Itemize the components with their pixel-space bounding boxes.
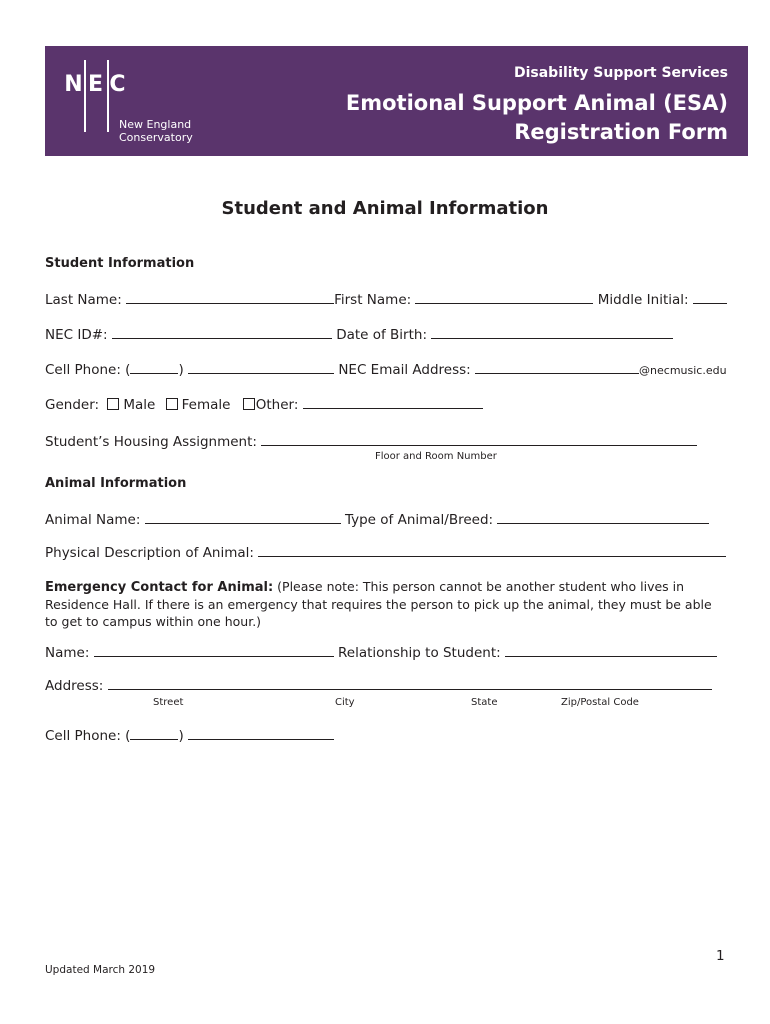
animal-description-label: Physical Description of Animal: — [45, 545, 254, 561]
emergency-name-field[interactable] — [94, 643, 334, 657]
page-number: 1 — [716, 948, 725, 964]
logo-wordmark — [119, 118, 193, 144]
student-info-heading: Student Information — [45, 256, 195, 271]
first-name-field[interactable] — [415, 290, 593, 304]
gender-male-checkbox[interactable] — [107, 398, 119, 410]
email-field[interactable] — [475, 360, 639, 374]
emergency-heading: Emergency Contact for Animal: — [45, 580, 274, 595]
middle-initial-field[interactable] — [693, 290, 727, 304]
gender-female-label: Female — [181, 397, 231, 413]
address-field[interactable] — [108, 676, 712, 690]
emergency-cell-field[interactable] — [188, 726, 334, 740]
nec-logo — [63, 72, 129, 97]
address-city-hint: City — [335, 697, 355, 708]
nec-id-label: NEC ID#: — [45, 327, 108, 343]
header-banner — [45, 46, 748, 156]
animal-description-row — [45, 543, 726, 561]
gender-female-checkbox[interactable] — [166, 398, 178, 410]
logo-divider-left — [84, 60, 86, 132]
student-id-row — [45, 325, 673, 343]
gender-male-label: Male — [123, 397, 156, 413]
relationship-label: Relationship to Student: — [337, 645, 501, 661]
section-title: Student and Animal Information — [221, 198, 549, 219]
dob-label: Date of Birth: — [336, 327, 428, 343]
animal-type-label: Type of Animal/Breed: — [344, 512, 494, 528]
animal-type-field[interactable] — [497, 510, 709, 524]
middle-initial-label: Middle Initial: — [597, 292, 689, 308]
cell-phone-label: Cell Phone: ( — [45, 362, 131, 378]
gender-other-label: Other: — [255, 397, 299, 413]
housing-row — [45, 432, 697, 450]
form-title — [346, 89, 728, 147]
cell-phone-paren: ) — [178, 362, 184, 378]
animal-description-field[interactable] — [258, 543, 726, 557]
animal-name-row — [45, 510, 709, 528]
housing-hint: Floor and Room Number — [375, 451, 497, 462]
cell-phone-field[interactable] — [188, 360, 334, 374]
emergency-cell-paren: ) — [178, 728, 184, 744]
student-name-row — [45, 290, 727, 308]
logo-line-1: New England — [119, 118, 192, 131]
relationship-field[interactable] — [505, 643, 717, 657]
last-name-label: Last Name: — [45, 292, 122, 308]
housing-field[interactable] — [261, 432, 697, 446]
last-name-field[interactable] — [126, 290, 334, 304]
gender-row — [45, 395, 483, 413]
email-label: NEC Email Address: — [338, 362, 471, 378]
emergency-name-label: Name: — [45, 645, 90, 661]
emergency-cell-label: Cell Phone: ( — [45, 728, 131, 744]
address-state-hint: State — [471, 697, 498, 708]
emergency-address-row — [45, 676, 712, 694]
emergency-phone-row — [45, 726, 334, 744]
gender-other-field[interactable] — [303, 395, 483, 409]
email-suffix: @necmusic.edu — [639, 364, 727, 377]
cell-area-code-field[interactable] — [130, 360, 178, 374]
emergency-note-paragraph — [45, 578, 725, 630]
gender-other-checkbox[interactable] — [243, 398, 255, 410]
emergency-name-row — [45, 643, 717, 661]
gender-label: Gender: — [45, 397, 100, 413]
student-contact-row — [45, 360, 727, 378]
form-title-line-1: Emotional Support Animal (ESA) — [345, 91, 728, 115]
emergency-note: (Please note: This person cannot be another student who lives in Residence Hall. If there is an emergency that requires the person to pick up the animal, they must be able to get to campus within one hour.) — [45, 579, 712, 629]
address-zip-hint: Zip/Postal Code — [561, 697, 639, 708]
dob-field[interactable] — [431, 325, 673, 339]
logo-divider-right — [107, 60, 109, 132]
logo-letter-c: C — [109, 72, 127, 97]
emergency-area-code-field[interactable] — [130, 726, 178, 740]
animal-name-field[interactable] — [145, 510, 341, 524]
form-title-line-2: Registration Form — [514, 120, 728, 144]
updated-date: Updated March 2019 — [45, 964, 156, 976]
nec-id-field[interactable] — [112, 325, 332, 339]
logo-line-2: Conservatory — [119, 131, 193, 144]
address-street-hint: Street — [153, 697, 184, 708]
address-label: Address: — [45, 678, 104, 694]
housing-label: Student’s Housing Assignment: — [45, 434, 257, 450]
logo-letter-n: N — [64, 72, 84, 97]
first-name-label: First Name: — [334, 292, 412, 308]
logo-letter-e: E — [87, 72, 105, 97]
animal-info-heading: Animal Information — [45, 476, 187, 491]
animal-name-label: Animal Name: — [45, 512, 141, 528]
department-name: Disability Support Services — [513, 65, 728, 81]
